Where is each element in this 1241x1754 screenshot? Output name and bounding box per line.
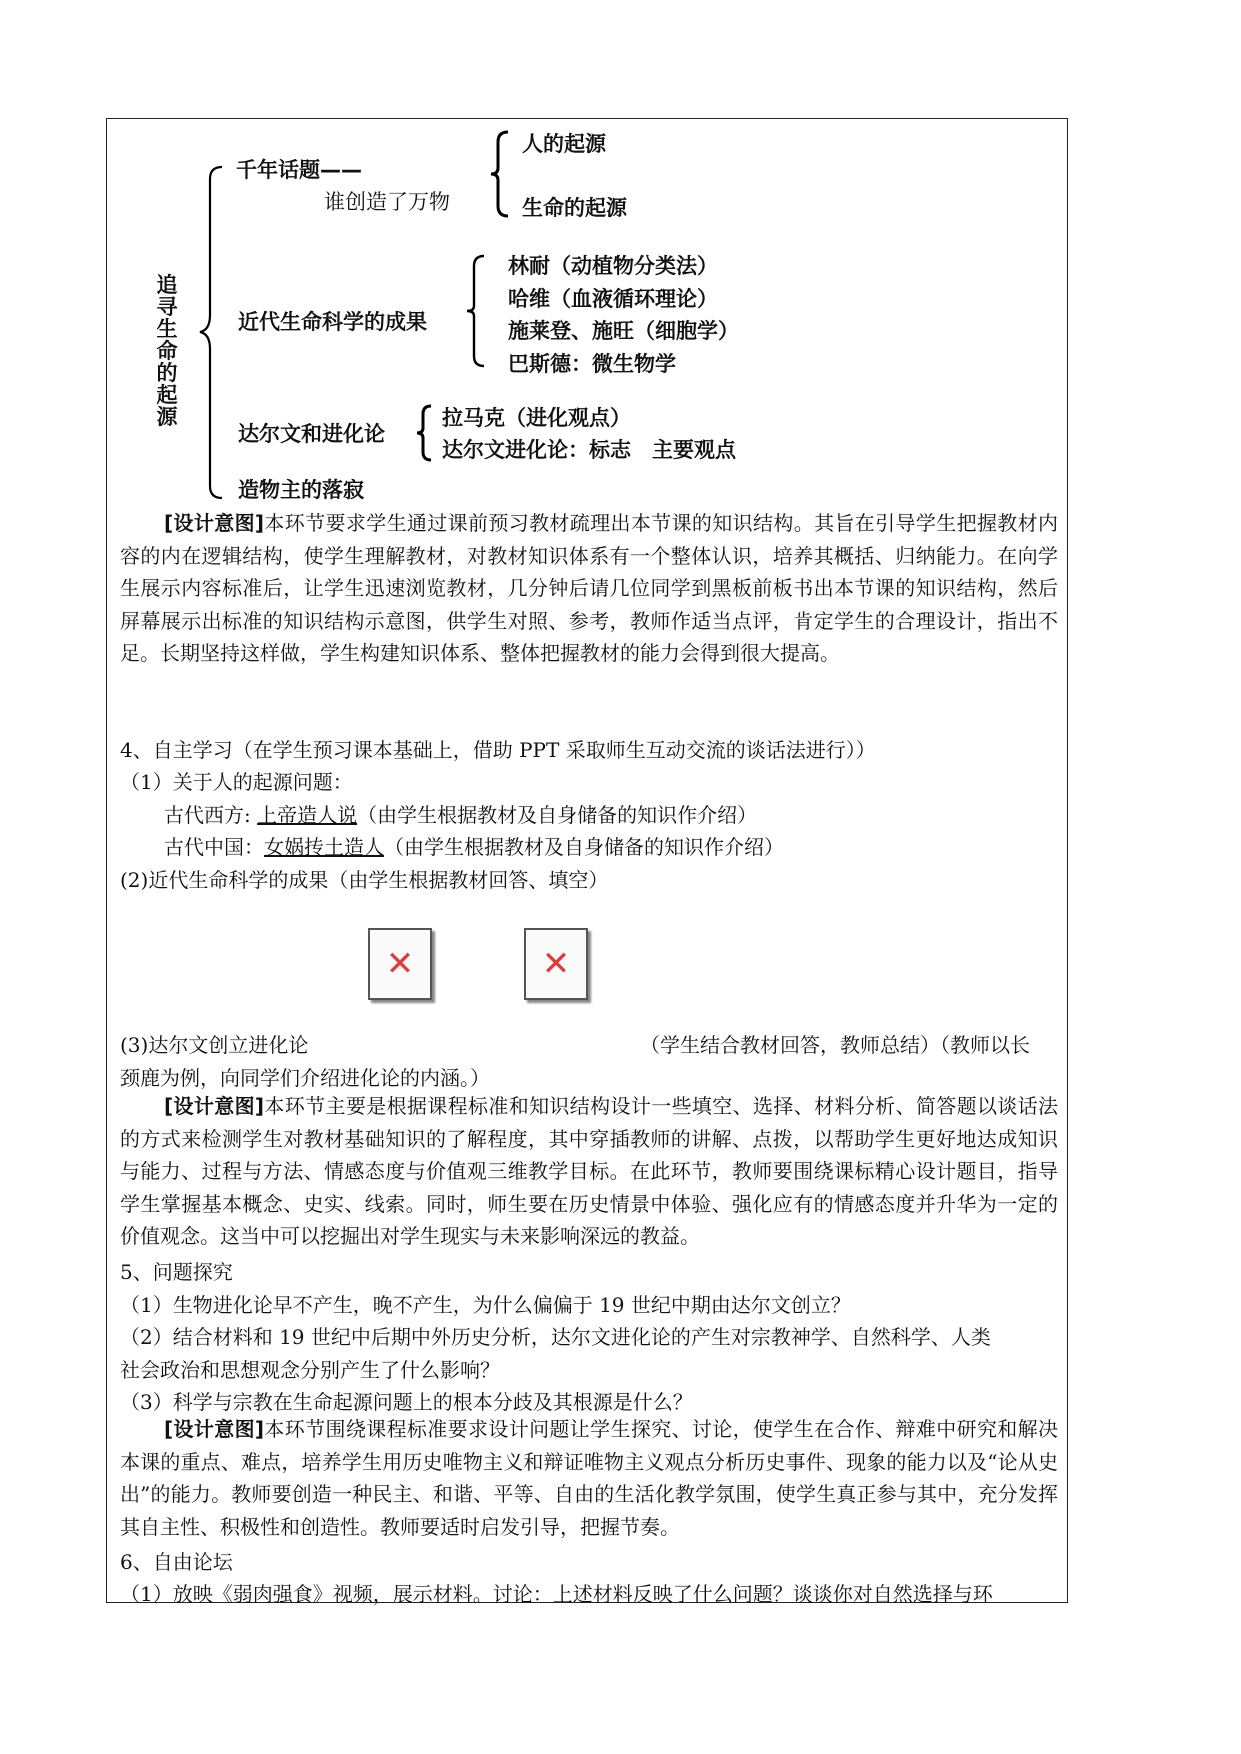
design-intent-tag: [设计意图] xyxy=(164,1417,265,1441)
design-intent-3-text: 本环节围绕课程标准要求设计问题让学生探究、讨论，使学生在合作、辩难中研究和解决本课的重点、难点，培养学生用历史唯物主义和辩证唯物主义观点分析历史事件、现象的能力以及“论从史出”的能力。教师要创造一种民主、和谐、平等、自由的生活化教学氛围，使学生真正参与其中，充分发挥其自主性、积极性和创造性。教师要适时启发引导，把握节奏。 xyxy=(120,1417,1059,1539)
topic3-item-1: 拉马克（进化观点） xyxy=(442,406,631,430)
china-answer: 女娲抟土造人 xyxy=(264,835,384,859)
section4-q3-right: （学生结合教材回答，教师总结）（教师以长 xyxy=(640,1033,1030,1057)
design-intent-2-text: 本环节主要是根据课程标准和知识结构设计一些填空、选择、材料分析、简答题以谈话法的方式来检测学生对教材基础知识的了解程度，其中穿插教师的讲解、点拨，以帮助学生更好地达成知识与能力、过程与方法、情感态度与价值观三维教学目标。在此环节，教师要围绕课标精心设计题目，指导学生掌握基本概念、史实、线索。同时，师生要在历史情景中体验、强化应有的情感态度并升华为一定的价值观念。这当中可以挖掘出对学生现实与未来影响深远的教益。 xyxy=(120,1094,1059,1249)
section6-heading: 6、自由论坛 xyxy=(120,1550,233,1574)
west-answer: 上帝造人说 xyxy=(257,803,358,827)
section5-q2b: 社会政治和思想观念分别产生了什么影响？ xyxy=(120,1358,500,1382)
broken-image-2 xyxy=(524,928,588,1000)
topic1-item-1: 人的起源 xyxy=(522,132,606,156)
section4-q3-cont: 颈鹿为例，向同学们介绍进化论的内涵。） xyxy=(120,1066,490,1090)
china-note: （由学生根据教材及自身储备的知识作介绍） xyxy=(384,835,784,859)
topic3-item-2: 达尔文进化论：标志 主要观点 xyxy=(442,438,736,462)
section4-q2: (2)近代生命科学的成果（由学生根据教材回答、填空） xyxy=(120,868,609,892)
design-intent-3 xyxy=(120,1413,1058,1543)
section4-china xyxy=(164,831,784,860)
design-intent-2 xyxy=(120,1090,1058,1253)
topic3: 达尔文和进化论 xyxy=(238,422,385,446)
section4-heading: 4、自主学习（在学生预习课本基础上，借助 PPT 采取师生互动交流的谈话法进行）） xyxy=(120,738,876,762)
topic2-item-2: 哈维（血液循环理论） xyxy=(508,287,718,311)
section4-q3-left: (3)达尔文创立进化论 xyxy=(120,1033,309,1057)
design-intent-tag: [设计意图] xyxy=(164,1094,265,1118)
main-brace xyxy=(196,165,226,500)
west-label: 古代西方: xyxy=(164,803,258,827)
topic2: 近代生命科学的成果 xyxy=(238,310,427,334)
topic4: 造物主的落寂 xyxy=(238,478,364,502)
section4-q1: （1）关于人的起源问题： xyxy=(120,770,353,794)
design-intent-1-text: 本环节要求学生通过课前预习教材疏理出本节课的知识结构。其旨在引导学生把握教材内容的内在逻辑结构，使学生理解教材，对教材知识体系有一个整体认识，培养其概括、归纳能力。在向学生展示内容标准后，让学生迅速浏览教材，几分钟后请几位同学到黑板前板书出本节课的知识结构，然后屏幕展示出标准的知识结构示意图，供学生对照、参考，教师作适当点评，肯定学生的合理设计，指出不足。长期坚持这样做，学生构建知识体系、整体把握教材的能力会得到很大提高。 xyxy=(120,511,1059,666)
design-intent-1 xyxy=(120,507,1058,670)
section5-q3: （3）科学与宗教在生命起源问题上的根本分歧及其根源是什么？ xyxy=(120,1390,693,1414)
design-intent-tag: [设计意图] xyxy=(164,511,265,535)
section5-q1: （1）生物进化论早不产生，晚不产生，为什么偏偏于 19 世纪中期由达尔文创立？ xyxy=(120,1293,851,1317)
topic2-item-3: 施莱登、施旺（细胞学） xyxy=(508,319,739,343)
topic2-item-1: 林耐（动植物分类法） xyxy=(508,254,718,278)
section5-heading: 5、问题探究 xyxy=(120,1260,233,1284)
section6-q1: （1）放映《弱肉强食》视频，展示材料。讨论：上述材料反映了什么问题？谈谈你对自然选择与环 xyxy=(120,1582,993,1606)
topic1-brace xyxy=(488,130,512,218)
section5-q2a: （2）结合材料和 19 世纪中后期中外历史分析，达尔文进化论的产生对宗教神学、自然科学、人类 xyxy=(120,1325,991,1349)
topic3-brace xyxy=(414,404,434,462)
topic1-item-2: 生命的起源 xyxy=(522,196,627,220)
broken-image-1 xyxy=(368,928,432,1000)
west-note: （由学生根据教材及自身储备的知识作介绍） xyxy=(357,803,758,827)
root-label: 追寻生命的起源 xyxy=(156,273,178,429)
topic2-brace xyxy=(464,254,488,368)
broken-image-icon: ✕ xyxy=(541,944,571,984)
broken-image-icon: ✕ xyxy=(385,944,415,984)
topic2-item-4: 巴斯德：微生物学 xyxy=(508,352,676,376)
china-label: 古代中国： xyxy=(164,835,264,859)
topic1-line1: 千年话题—— xyxy=(236,158,362,182)
topic1-line2: 谁创造了万物 xyxy=(324,190,450,214)
section4-west xyxy=(164,799,757,828)
